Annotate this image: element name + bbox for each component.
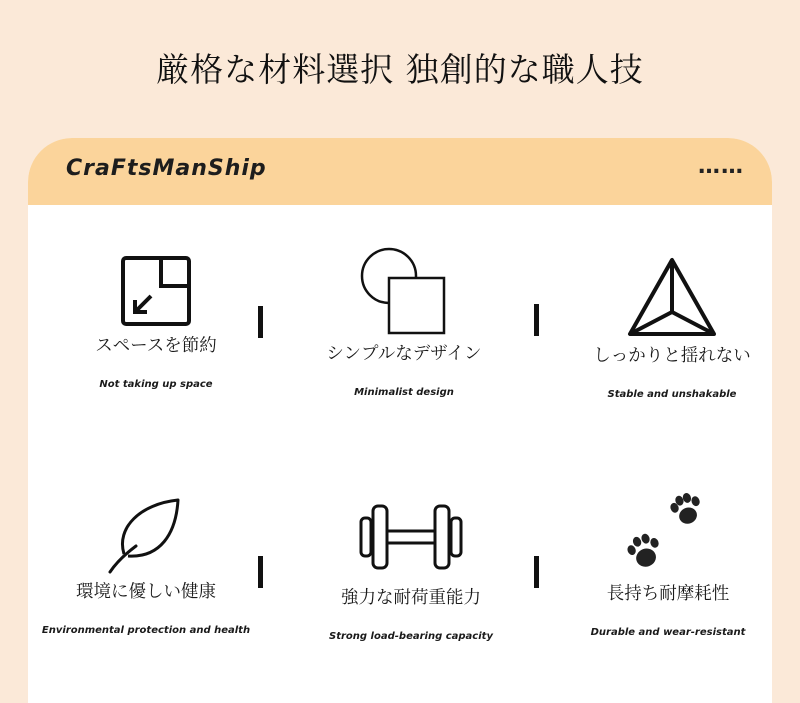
feature-subtitle: Strong load-bearing capacity — [329, 631, 493, 642]
feature-eco-health — [28, 494, 270, 636]
pyramid-icon — [626, 256, 718, 338]
resize-corner-icon — [119, 254, 193, 328]
feature-label: 長持ち耐摩耗性 — [606, 584, 730, 604]
feature-minimalist-design — [280, 246, 528, 398]
card-header — [28, 138, 772, 205]
feature-subtitle: Minimalist design — [354, 387, 454, 398]
brand-name: CraFtsManShip — [66, 156, 267, 181]
feature-label: シンプルなデザイン — [326, 344, 482, 364]
more-icon[interactable]: …… — [698, 154, 744, 179]
page-title: 厳格な材料選択 独創的な職人技 — [156, 50, 644, 89]
divider — [534, 304, 539, 336]
feature-durable — [544, 488, 772, 638]
feature-label: スペースを節約 — [95, 336, 217, 356]
divider — [534, 556, 539, 588]
feature-subtitle: Stable and unshakable — [607, 389, 737, 400]
feature-card — [28, 138, 772, 703]
divider — [258, 556, 263, 588]
feature-subtitle: Durable and wear-resistant — [590, 627, 746, 638]
paw-prints-icon — [622, 488, 714, 576]
leaf-icon — [106, 494, 186, 574]
feature-load-bearing — [287, 504, 535, 642]
feature-label: しっかりと揺れない — [593, 346, 751, 366]
feature-space-saving — [32, 254, 280, 390]
feature-label: 環境に優しい健康 — [76, 582, 216, 602]
feature-subtitle: Environmental protection and health — [41, 625, 251, 636]
feature-subtitle: Not taking up space — [99, 379, 213, 390]
divider — [258, 306, 263, 338]
dumbbell-icon — [359, 504, 463, 570]
feature-label: 強力な耐荷重能力 — [341, 588, 481, 608]
feature-stable — [548, 256, 772, 400]
circle-square-icon — [359, 246, 449, 336]
